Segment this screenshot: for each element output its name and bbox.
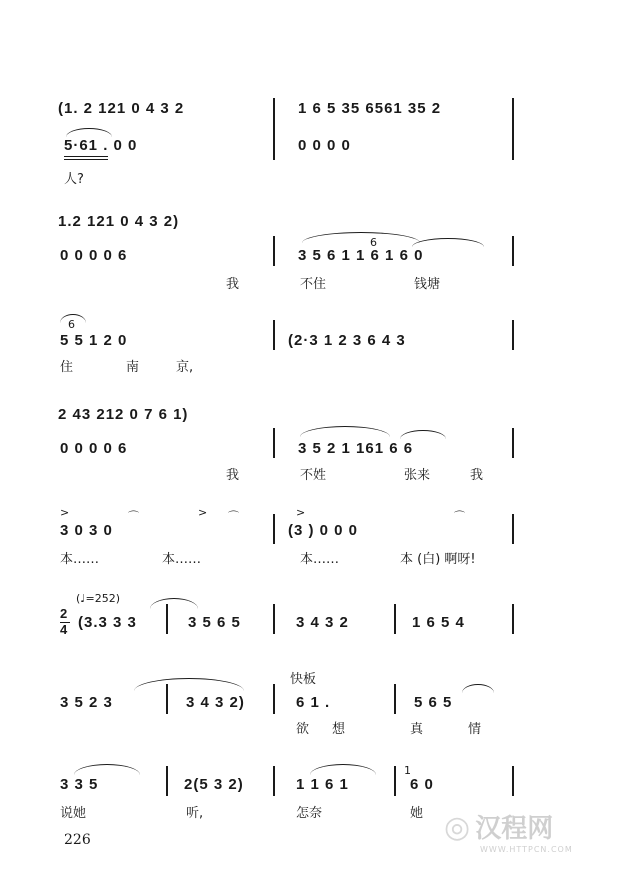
- lyric: 我: [226, 468, 240, 483]
- notation-mid-left: 5 5 1 2 0: [60, 332, 128, 349]
- lyric: 张来: [404, 468, 431, 483]
- notation-mid-right: 3 5 2 1 161 6 6: [298, 440, 414, 457]
- accent-mark: >: [296, 506, 306, 519]
- accent-mark: >: [60, 506, 70, 519]
- notation-measure: (3.3 3 3: [78, 614, 137, 631]
- lyric: 真: [410, 722, 424, 737]
- slur: [302, 232, 420, 243]
- barline: [394, 604, 396, 634]
- lyric: 本……: [162, 552, 202, 567]
- notation-top-right: 1 6 5 35 6561 35 2: [298, 100, 442, 117]
- lyric: 我: [470, 468, 484, 483]
- notation-measure: 3 5 6 5: [188, 614, 241, 631]
- barline: [512, 320, 514, 350]
- lyric: 钱塘: [414, 277, 441, 292]
- notation-measure: 3 4 3 2): [186, 694, 245, 711]
- lyric: 南: [126, 360, 140, 375]
- tempo-marking: (♩=252): [76, 592, 120, 605]
- barline: [273, 604, 275, 634]
- lyric: 本 (白) 啊呀!: [400, 552, 476, 567]
- time-signature-top: 2: [60, 606, 69, 621]
- underline: [64, 159, 108, 160]
- barline: [512, 428, 514, 458]
- watermark-brand: 汉程网: [475, 814, 554, 844]
- lyric: 人?: [64, 172, 84, 187]
- notation-top-left: 1.2 121 0 4 3 2): [58, 213, 180, 230]
- notation-mid-left: 0 0 0 0 6: [60, 247, 128, 264]
- slur: [300, 426, 390, 437]
- lyric: 本……: [60, 552, 100, 567]
- notation-mid-right: 3 5 6 1 1 6 1 6 0: [298, 247, 424, 264]
- barline: [273, 98, 275, 160]
- fermata-icon: ⌒: [228, 510, 239, 523]
- notation-measure: 2(5 3 2): [184, 776, 244, 793]
- barline: [166, 604, 168, 634]
- barline: [273, 320, 275, 350]
- lyric: 欲: [296, 722, 310, 737]
- slur: [150, 598, 198, 609]
- tempo-text: 快板: [290, 672, 317, 687]
- fermata-icon: ⌒: [454, 510, 465, 523]
- slur: [310, 764, 376, 775]
- notation-measure: 6 1 .: [296, 694, 331, 711]
- watermark-logo-icon: ◎: [444, 810, 471, 845]
- notation-top-left: (1. 2 121 0 4 3 2: [58, 100, 185, 117]
- slur: [66, 128, 112, 137]
- lyric: 本……: [300, 552, 340, 567]
- barline: [512, 604, 514, 634]
- barline: [512, 514, 514, 544]
- lyric: 听,: [186, 806, 204, 821]
- grace-note: 6: [370, 236, 377, 249]
- notation-measure: 3 5 2 3: [60, 694, 113, 711]
- accent-mark: >: [198, 506, 208, 519]
- notation-measure: 3 3 5: [60, 776, 99, 793]
- barline: [273, 428, 275, 458]
- grace-note: 6: [68, 318, 75, 331]
- lyric: 住: [60, 360, 74, 375]
- notation-measure: 6 0: [410, 776, 434, 793]
- watermark: [444, 808, 573, 854]
- barline: [394, 766, 396, 796]
- grace-note: 1: [404, 764, 411, 777]
- notation-mid-right: (2·3 1 2 3 6 4 3: [288, 332, 406, 349]
- barline: [166, 684, 168, 714]
- slur: [74, 764, 140, 775]
- lyric: 怎奈: [296, 806, 323, 821]
- lyric: 不住: [300, 277, 327, 292]
- lyric: 京,: [176, 360, 194, 375]
- notation-mid-right: (3 ) 0 0 0: [288, 522, 359, 539]
- lyric: 说她: [60, 806, 87, 821]
- watermark-url: WWW.HTTPCN.COM: [480, 845, 573, 854]
- lyric: 想: [332, 722, 346, 737]
- underline: [64, 156, 108, 157]
- slur: [134, 678, 244, 691]
- notation-mid-left: 5·61 . 0 0: [64, 137, 138, 154]
- barline: [273, 766, 275, 796]
- lyric: 不姓: [300, 468, 327, 483]
- notation-top-left: 2 43 212 0 7 6 1): [58, 406, 189, 423]
- barline: [512, 98, 514, 160]
- notation-measure: 1 6 5 4: [412, 614, 465, 631]
- page-number: 226: [64, 832, 91, 848]
- barline: [512, 236, 514, 266]
- notation-measure: 5 6 5: [414, 694, 453, 711]
- slur: [412, 238, 484, 247]
- fermata-icon: ⌒: [128, 510, 139, 523]
- barline: [273, 236, 275, 266]
- barline: [166, 766, 168, 796]
- lyric: 我: [226, 277, 240, 292]
- lyric: 她: [410, 806, 424, 821]
- barline: [394, 684, 396, 714]
- barline: [273, 514, 275, 544]
- time-signature-bottom: 4: [60, 622, 69, 637]
- barline: [273, 684, 275, 714]
- notation-measure: 3 4 3 2: [296, 614, 349, 631]
- slur: [462, 684, 494, 693]
- notation-mid-left: 0 0 0 0 6: [60, 440, 128, 457]
- notation-mid-left: 3 0 3 0: [60, 522, 113, 539]
- slur: [400, 430, 446, 439]
- notation-mid-right: 0 0 0 0: [298, 137, 351, 154]
- lyric: 情: [468, 722, 482, 737]
- notation-measure: 1 1 6 1: [296, 776, 349, 793]
- slur: [60, 314, 86, 323]
- barline: [512, 766, 514, 796]
